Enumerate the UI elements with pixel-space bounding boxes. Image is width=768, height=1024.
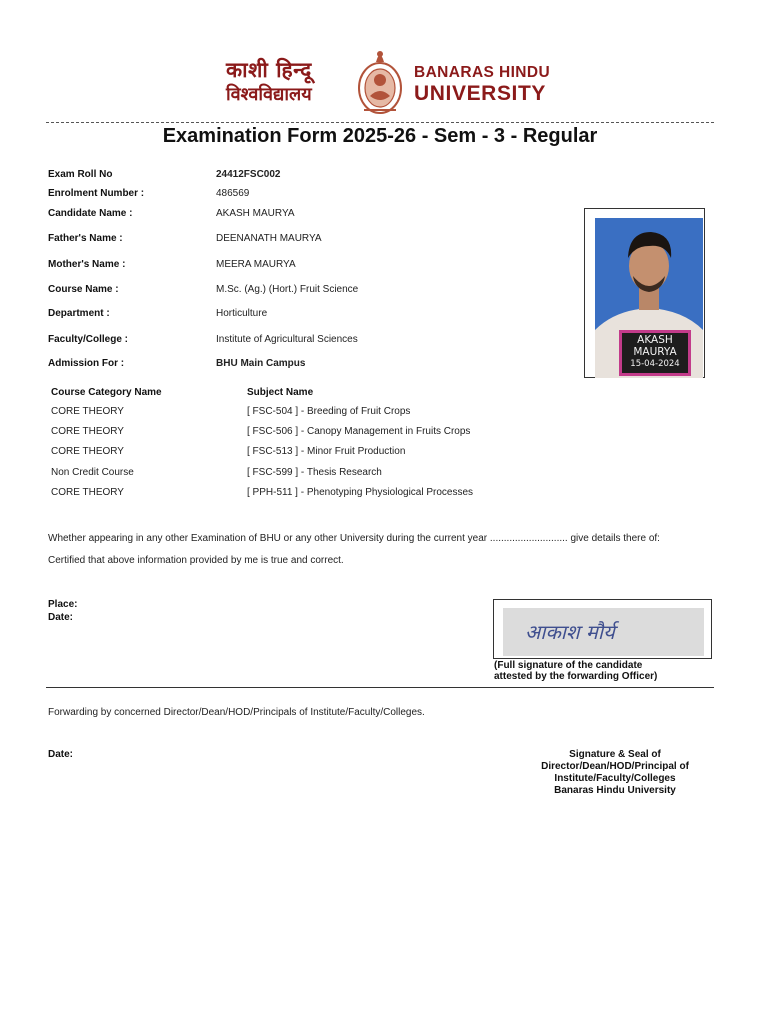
seal-line1: Signature & Seal of bbox=[569, 749, 661, 760]
table-row-subject: [ FSC-506 ] - Canopy Management in Fruits Crops bbox=[247, 426, 471, 437]
signature-caption-line1: (Full signature of the candidate bbox=[494, 660, 643, 671]
university-logo bbox=[226, 44, 551, 118]
forwarding-statement: Forwarding by concerned Director/Dean/HOD/Principals of Institute/Faculty/Colleges. bbox=[48, 707, 425, 718]
logo-hindi-line1: काशी हिन्दू bbox=[226, 58, 312, 82]
logo-english-line2: UNIVERSITY bbox=[414, 82, 547, 105]
table-row-category: CORE THEORY bbox=[51, 406, 124, 417]
department-value: Horticulture bbox=[216, 308, 268, 319]
seal-line2: Director/Dean/HOD/Principal of bbox=[541, 761, 689, 772]
board-date: 15-04-2024 bbox=[630, 359, 680, 369]
forwarding-date-label: Date: bbox=[48, 749, 74, 760]
exam-roll-label: Exam Roll No bbox=[48, 169, 113, 180]
signature-seal-block bbox=[520, 749, 710, 797]
signature-caption-line2: attested by the forwarding Officer) bbox=[494, 671, 658, 682]
admission-label: Admission For : bbox=[48, 358, 125, 369]
university-seal-icon bbox=[356, 44, 404, 116]
table-row-category: CORE THEORY bbox=[51, 487, 124, 498]
faculty-label: Faculty/College : bbox=[48, 334, 129, 345]
mother-name-label: Mother's Name : bbox=[48, 259, 126, 270]
course-name-value: M.Sc. (Ag.) (Hort.) Fruit Science bbox=[216, 284, 359, 295]
certification-statement: Certified that above information provided by me is true and correct. bbox=[48, 555, 344, 566]
logo-hindi-line2: विश्वविद्यालय bbox=[226, 84, 312, 105]
column-header-subject: Subject Name bbox=[247, 387, 314, 398]
header-divider bbox=[46, 122, 714, 123]
enrolment-label: Enrolment Number : bbox=[48, 188, 145, 199]
faculty-value: Institute of Agricultural Sciences bbox=[216, 334, 358, 345]
column-header-category: Course Category Name bbox=[51, 387, 162, 398]
candidate-name-label: Candidate Name : bbox=[48, 208, 133, 219]
table-row-category: CORE THEORY bbox=[51, 446, 124, 457]
place-label: Place: bbox=[48, 599, 78, 610]
father-name-label: Father's Name : bbox=[48, 233, 123, 244]
seal-line3: Institute/Faculty/Colleges bbox=[554, 773, 676, 784]
signature-image bbox=[503, 608, 704, 656]
handwritten-signature: आकाश मौर्य bbox=[525, 620, 615, 644]
candidate-photo bbox=[584, 208, 705, 378]
section-divider bbox=[46, 687, 714, 688]
admission-value: BHU Main Campus bbox=[216, 358, 306, 369]
table-row-subject: [ FSC-504 ] - Breeding of Fruit Crops bbox=[247, 406, 411, 417]
candidate-name-value: AKASH MAURYA bbox=[216, 208, 295, 219]
other-exam-statement: Whether appearing in any other Examination of BHU or any other University during the current year ............................ give details there of: bbox=[48, 533, 660, 544]
table-row-subject: [ FSC-599 ] - Thesis Research bbox=[247, 467, 382, 478]
table-row-subject: [ FSC-513 ] - Minor Fruit Production bbox=[247, 446, 406, 457]
form-title: Examination Form 2025-26 - Sem - 3 - Regular bbox=[162, 125, 598, 147]
signature-caption bbox=[494, 660, 657, 682]
board-line2: MAURYA bbox=[633, 346, 677, 358]
seal-line4: Banaras Hindu University bbox=[554, 785, 676, 796]
enrolment-value: 486569 bbox=[216, 188, 250, 199]
logo-english-line1: BANARAS HINDU bbox=[414, 64, 551, 81]
table-row-category: CORE THEORY bbox=[51, 426, 124, 437]
name-board bbox=[619, 330, 691, 376]
table-row-category: Non Credit Course bbox=[51, 467, 134, 478]
board-line1: AKASH bbox=[637, 334, 673, 346]
date-label: Date: bbox=[48, 612, 74, 623]
table-row-subject: [ PPH-511 ] - Phenotyping Physiological Processes bbox=[247, 487, 474, 498]
exam-roll-value: 24412FSC002 bbox=[216, 169, 281, 180]
course-name-label: Course Name : bbox=[48, 284, 119, 295]
department-label: Department : bbox=[48, 308, 110, 319]
mother-name-value: MEERA MAURYA bbox=[216, 259, 296, 270]
father-name-value: DEENANATH MAURYA bbox=[216, 233, 322, 244]
signature-box bbox=[493, 599, 712, 659]
photo-image bbox=[595, 218, 703, 378]
